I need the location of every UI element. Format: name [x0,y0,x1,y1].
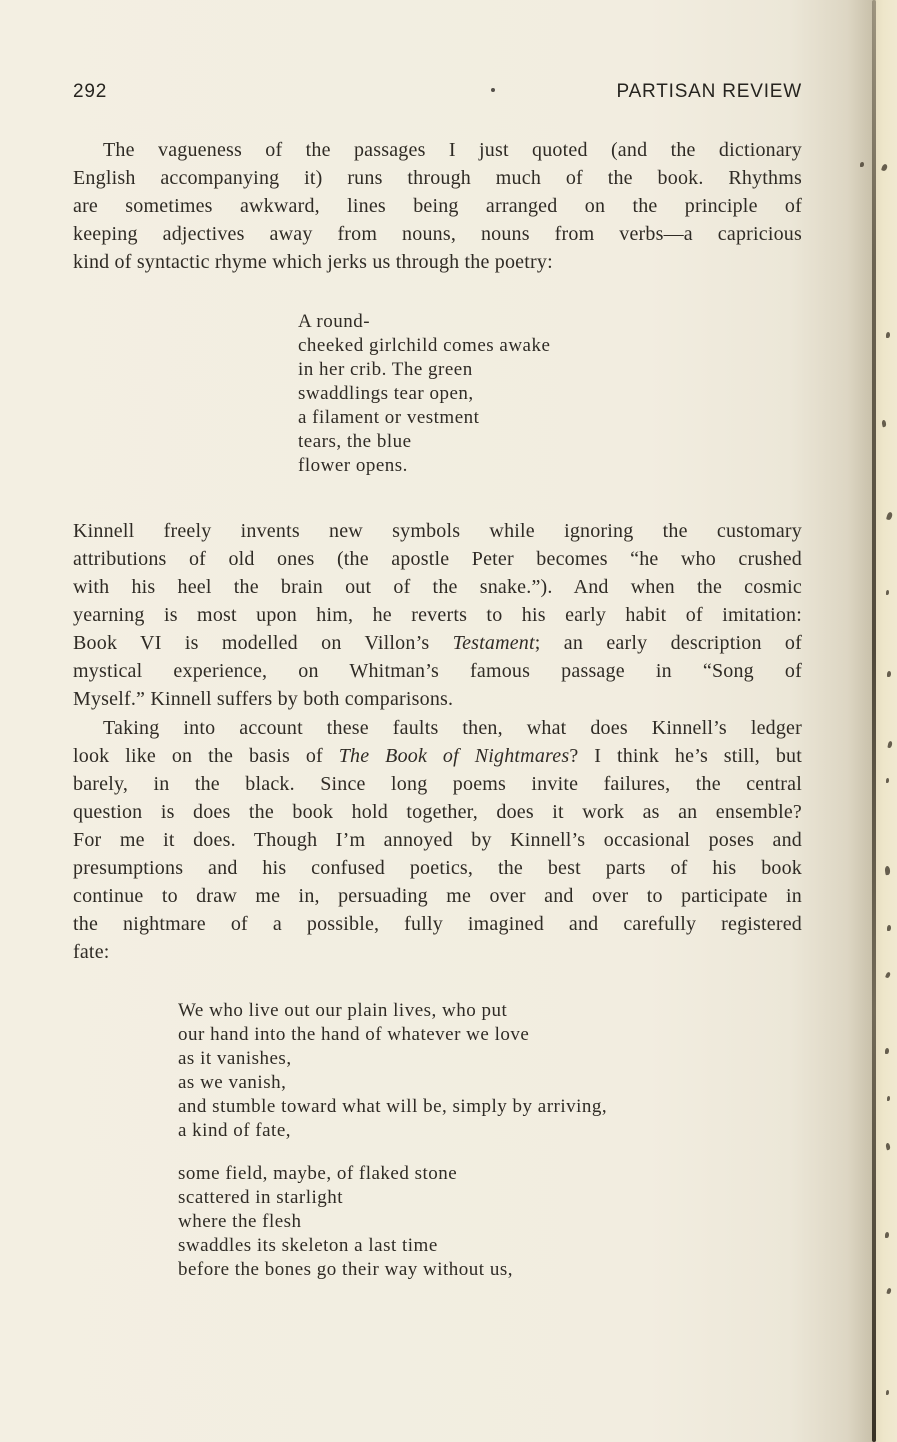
scan-speck [887,671,891,677]
text-line: before the bones go their way without us, [178,1259,513,1280]
journal-title: PARTISAN REVIEW [616,81,802,102]
paragraph-3 [73,714,802,966]
paragraph-1 [73,136,802,276]
text-line: The vagueness of the passages I just quoted (and the dictionary [103,139,802,161]
text-line: swaddles its skeleton a last time [178,1235,438,1256]
scan-speck [885,1232,889,1238]
text-line: with his heel the brain out of the snake.”). And when the cosmic [73,576,802,598]
text-line: in her crib. The green [298,359,473,380]
text-line: Taking into account these faults then, what does Kinnell’s ledger [103,717,802,739]
scan-speck [886,590,889,595]
text-line: yearning is most upon him, he reverts to his early habit of imitation: [73,604,802,626]
page-number: 292 [73,81,108,102]
text-line: Myself.” Kinnell suffers by both comparisons. [73,688,454,710]
text-line: kind of syntactic rhyme which jerks us through the poetry: [73,251,553,273]
scan-speck [886,1390,889,1395]
text-line: A round- [298,311,371,332]
scan-speck [885,1048,889,1054]
text-line: Kinnell freely invents new symbols while ignoring the customary [73,520,802,542]
text-line: We who live out our plain lives, who put [178,1000,508,1021]
scan-speck [887,925,891,931]
text-line: continue to draw me in, persuading me over and over to participate in [73,885,802,907]
text-line: flower opens. [298,455,408,476]
text-line: English accompanying it) runs through much of the book. Rhythms [73,167,802,189]
text-line: look like on the basis of The Book of Nightmares? I think he’s still, but [73,745,802,767]
scan-speck [887,1096,890,1101]
text-line: cheeked girlchild comes awake [298,335,551,356]
text-line: For me it does. Though I’m annoyed by Kinnell’s occasional poses and [73,829,802,851]
text-line: presumptions and his confused poetics, the best parts of his book [73,857,802,879]
poem-quote-2-stanza-1 [178,999,738,1143]
text-line: and stumble toward what will be, simply by arriving, [178,1096,608,1117]
text-line: a kind of fate, [178,1120,292,1141]
text-line: tears, the blue [298,431,412,452]
scan-speck [886,332,890,338]
text-line: where the flesh [178,1211,302,1232]
ink-dot [491,88,495,92]
text-line: question is does the book hold together, does it work as an ensemble? [73,801,802,823]
text-line: are sometimes awkward, lines being arranged on the principle of [73,195,802,217]
paragraph-2 [73,517,802,713]
text-line: as it vanishes, [178,1048,292,1069]
text-line: keeping adjectives away from nouns, nouns from verbs—a capricious [73,223,802,245]
poem-quote-2-stanza-2 [178,1162,738,1282]
scan-speck [860,162,864,167]
text-line: as we vanish, [178,1072,287,1093]
text-line: fate: [73,941,110,963]
text-line: swaddlings tear open, [298,383,474,404]
running-head [73,81,802,103]
text-line: scattered in starlight [178,1187,344,1208]
page-edge-strip [876,0,897,1442]
text-line: attributions of old ones (the apostle Peter becomes “he who crushed [73,548,802,570]
text-line: barely, in the black. Since long poems invite failures, the central [73,773,802,795]
scan-speck [886,778,889,783]
poem-quote-1 [298,310,718,478]
text-line: some field, maybe, of flaked stone [178,1163,458,1184]
text-line: a filament or vestment [298,407,480,428]
text-line: our hand into the hand of whatever we love [178,1024,530,1045]
text-line: Book VI is modelled on Villon’s Testament; an early description of [73,632,802,654]
text-line: mystical experience, on Whitman’s famous passage in “Song of [73,660,802,682]
text-line: the nightmare of a possible, fully imagined and carefully registered [73,913,802,935]
